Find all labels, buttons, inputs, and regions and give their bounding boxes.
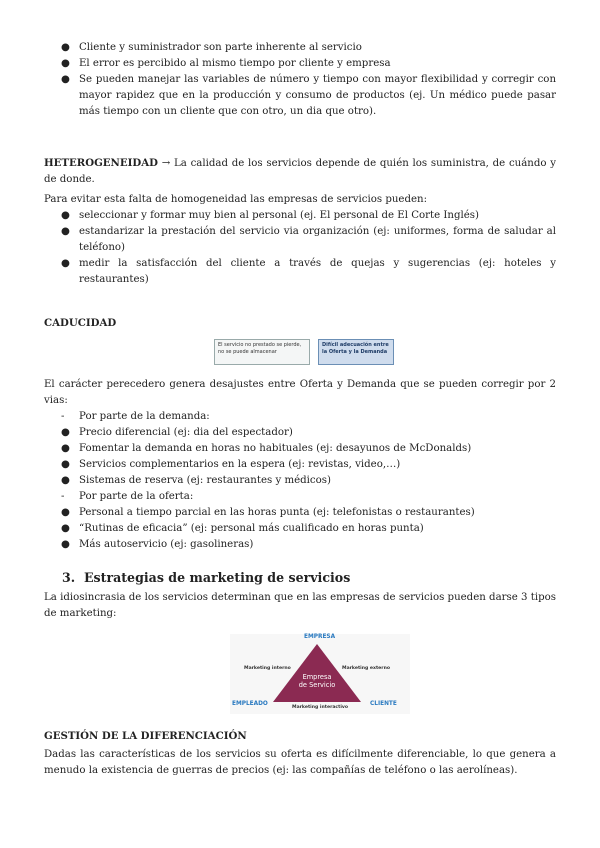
list-item: ● Sistemas de reserva (ej: restaurantes y médicos) (61, 475, 331, 486)
section-3-paragraph: La idiosincrasia de los servicios determinan que en las empresas de servicios pueden darse 3 tipos de marketing: (44, 592, 556, 619)
label-empleado: EMPLEADO (232, 701, 268, 707)
list-item: ● estandarizar la prestación del servicio via organización (ej: uniformes, forma de saludar al teléfono) (61, 226, 556, 253)
label-marketing-interactivo: Marketing interactivo (292, 705, 349, 710)
label-marketing-externo: Marketing externo (342, 666, 390, 671)
list-item: - Por parte de la demanda: (61, 411, 210, 422)
marketing-triangle-figure (230, 634, 410, 714)
list-item: ● Cliente y suministrador son parte inherente al servicio (61, 42, 362, 53)
heterogeneidad-paragraph: HETEROGENEIDAD → La calidad de los servicios depende de quién los suministra, de cuándo y de donde. (44, 157, 556, 185)
triangle-center-text: Empresa de Servicio (298, 673, 336, 689)
label-empresa: EMPRESA (304, 634, 336, 640)
list-item: - Por parte de la oferta: (61, 491, 194, 502)
list-item: ● Más autoservicio (ej: gasolineras) (61, 539, 254, 550)
document-page (44, 40, 556, 779)
caducidad-heading: CADUCIDAD (44, 317, 117, 329)
heterogeneidad-heading: HETEROGENEIDAD (44, 157, 158, 169)
list-item: ● medir la satisfacción del cliente a través de quejas y sugerencias (ej: hoteles y restaurantes) (61, 258, 556, 285)
heterogeneidad-list (44, 208, 556, 288)
heterogeneidad-intro: Para evitar esta falta de homogeneidad las empresas de servicios pueden: (44, 194, 427, 205)
label-marketing-interno: Marketing interno (244, 666, 291, 671)
list-item: ● El error es percibido al mismo tiempo por cliente y empresa (61, 58, 391, 69)
list-item: ● Servicios complementarios en la espera (ej: revistas, video,…) (61, 459, 401, 470)
section-3-heading: 3. Estrategias de marketing de servicios (62, 570, 351, 585)
diferenciacion-heading: GESTIÓN DE LA DIFERENCIACIÓN (44, 730, 247, 742)
caducidad-paragraph: El carácter perecedero genera desajustes entre Oferta y Demanda que se pueden corregir por 2 vias: (44, 379, 556, 406)
list-item: ● “Rutinas de eficacia” (ej: personal más cualificado en horas punta) (61, 523, 424, 534)
intro-bullet-list (44, 40, 556, 120)
list-item: ● Fomentar la demanda en horas no habituales (ej: desayunos de McDonalds) (61, 443, 472, 454)
diferenciacion-paragraph: Dadas las características de los servicios su oferta es difícilmente diferenciable, lo que genera a menudo la existencia de guerras de precios (ej: las compañías de teléfono o las aerolíneas). (44, 749, 556, 776)
label-cliente: CLIENTE (370, 701, 397, 707)
list-item: ● seleccionar y formar muy bien al personal (ej. El personal de El Corte Inglés) (61, 210, 479, 221)
caducidad-figure (214, 337, 394, 367)
arrow-icon: → (161, 158, 171, 169)
list-item: ● Se pueden manejar las variables de número y tiempo con mayor flexibilidad y corregir con mayor rapidez que en la producción y consumo de productos (ej. Un médico puede pasar más tiempo con un cliente que con otro, un dia que otro). (61, 74, 556, 117)
caducidad-list (44, 409, 556, 553)
figure-box-left: El servicio no prestado se pierde, no se puede almacenar (214, 339, 310, 365)
list-item: ● Precio diferencial (ej: dia del espectador) (61, 427, 293, 438)
figure-box-right: Difícil adecuación entre la Oferta y la Demanda (318, 339, 394, 365)
list-item: ● Personal a tiempo parcial en las horas punta (ej: telefonistas o restaurantes) (61, 507, 475, 518)
